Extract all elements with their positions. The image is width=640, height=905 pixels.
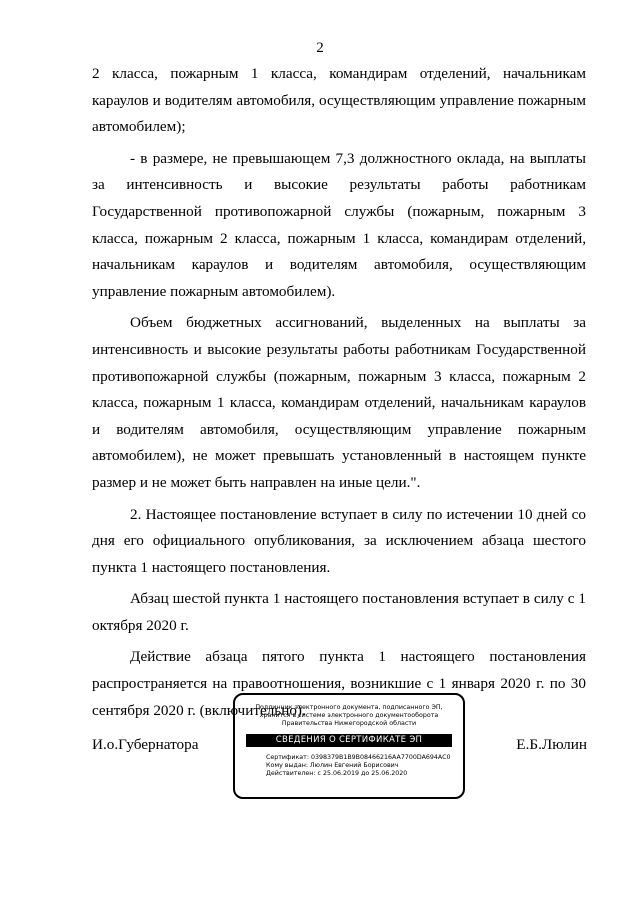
stamp-header-line: хранится в системе электронного документооборота <box>259 712 439 719</box>
stamp-validity: Действителен: с 25.06.2019 до 25.06.2020 <box>266 770 408 778</box>
signatory-position: И.о.Губернатора <box>92 736 199 753</box>
paragraph-5: Абзац шестой пункта 1 настоящего постановления вступает в силу с 1 октября 2020 г. <box>92 590 586 634</box>
paragraph-3: Объем бюджетных ассигнований, выделенных на выплаты за интенсивность и высокие результаты работы работникам Государственной противопожарной службы (пожарным, пожарным 3 класса, пожарным 2 класса, пожарным 1 класса, командирам отделений, начальникам караулов и водителям автомобиля, осуществляющим управление пожарным автомобилем), не может превышать установленный в настоящем пункте размер и не может быть направлен на иные цели.". <box>92 314 586 491</box>
stamp-header-line: Подлинник электронного документа, подписанного ЭП, <box>255 704 443 711</box>
electronic-signature-stamp <box>233 693 465 799</box>
stamp-certificate: Сертификат: 0398379B1B9B08466216AA7700DA694AC0 <box>266 754 451 761</box>
paragraph-2: - в размере, не превышающем 7,3 должностного оклада, на выплаты за интенсивность и высокие результаты работы работникам Государственной противопожарной службы (пожарным, пожарным 3 класса, пожарным 2 класса, пожарным 1 класса, командирам отделений, начальникам караулов и водителям автомобиля, осуществляющим управление пожарным автомобилем). <box>92 149 586 300</box>
paragraph-4: 2. Настоящее постановление вступает в силу по истечении 10 дней со дня его официального опубликования, за исключением абзаца шестого пункта 1 настоящего постановления. <box>92 505 586 576</box>
stamp-header-line: Правительства Нижегородской области <box>281 720 417 727</box>
signatory-name: Е.Б.Люлин <box>516 736 587 753</box>
stamp-issued-to: Кому выдан: Люлин Евгений Борисович <box>266 762 399 770</box>
stamp-details <box>266 754 463 779</box>
document-body <box>92 61 586 729</box>
stamp-header <box>235 704 463 728</box>
page-number: 2 <box>316 40 324 56</box>
paragraph-6: Действие абзаца пятого пункта 1 настоящего постановления распространяется на правоотношения, возникшие с 1 января 2020 г. по 30 сентября 2020 г. (включительно). <box>92 648 586 719</box>
stamp-title: СВЕДЕНИЯ О СЕРТИФИКАТЕ ЭП <box>246 734 452 747</box>
paragraph-1: 2 класса, пожарным 1 класса, командирам отделений, начальникам караулов и водителям автомобиля, осуществляющим управление пожарным автомобилем); <box>92 65 586 136</box>
